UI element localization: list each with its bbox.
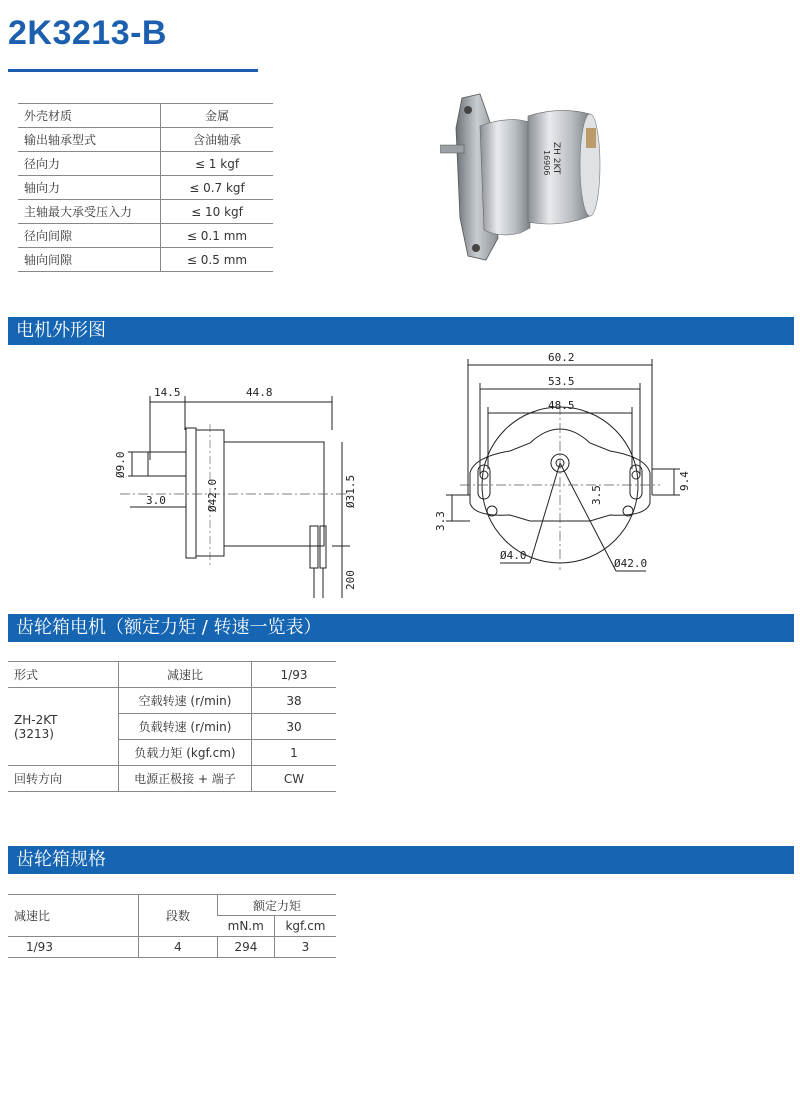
gearbox-table xyxy=(8,894,336,958)
gear-header-torque: 额定力矩 xyxy=(218,895,337,916)
photo-label-line2: 16906 xyxy=(542,150,551,176)
photo-label-line1: ZH 2KT xyxy=(551,142,561,175)
gear-row-ratio: 1/93 xyxy=(8,937,139,958)
spec-value: 金属 xyxy=(161,104,274,128)
perf-row-value: 38 xyxy=(252,688,337,714)
spec-table xyxy=(18,103,273,272)
gear-header-kgf: kgf.cm xyxy=(274,916,336,937)
side-dim-dia-31-5: Ø31.5 xyxy=(344,474,357,508)
spec-row xyxy=(18,152,273,176)
spec-row xyxy=(18,224,273,248)
spec-label: 轴向间隙 xyxy=(18,248,161,272)
perf-rotation-condition: 电源正极接 + 端子 xyxy=(119,766,252,792)
perf-model-name: ZH-2KT xyxy=(14,712,58,727)
spec-value: ≤ 0.7 kgf xyxy=(161,176,274,200)
front-dim-dia-42: Ø42.0 xyxy=(614,557,648,570)
section-outline-header: 电机外形图 xyxy=(8,317,794,345)
spec-value: ≤ 0.5 mm xyxy=(161,248,274,272)
spec-row xyxy=(18,128,273,152)
perf-rotation-label: 回转方向 xyxy=(8,766,119,792)
side-dim-shaft-dia: Ø9.0 xyxy=(114,451,127,478)
front-view-drawing xyxy=(430,345,700,585)
side-dim-dia-42: Ø42.0 xyxy=(206,478,219,512)
spec-value: ≤ 1 kgf xyxy=(161,152,274,176)
side-dim-14-5: 14.5 xyxy=(154,386,181,399)
gear-header-stages: 段数 xyxy=(139,895,218,937)
title-underline xyxy=(8,69,258,72)
front-dim-9-4: 9.4 xyxy=(678,471,691,491)
spec-label: 径向力 xyxy=(18,152,161,176)
perf-header-type: 形式 xyxy=(8,662,119,688)
perf-ratio-value: 1/93 xyxy=(252,662,337,688)
section-performance-header: 齿轮箱电机（额定力矩 / 转速一览表） xyxy=(8,614,794,642)
perf-row-label: 空载转速 (r/min) xyxy=(119,688,252,714)
front-dim-3-5: 3.5 xyxy=(590,485,603,505)
gear-header-mnm: mN.m xyxy=(218,916,275,937)
gear-row-mnm: 294 xyxy=(218,937,275,958)
spec-label: 轴向力 xyxy=(18,176,161,200)
perf-row-label: 负载转速 (r/min) xyxy=(119,714,252,740)
front-dim-53-5: 53.5 xyxy=(548,375,575,388)
spec-row xyxy=(18,176,273,200)
spec-value: ≤ 10 kgf xyxy=(161,200,274,224)
perf-header-ratio: 减速比 xyxy=(119,662,252,688)
perf-model-sub: (3213) xyxy=(14,726,54,741)
perf-model xyxy=(8,688,119,766)
side-dim-44-8: 44.8 xyxy=(246,386,273,399)
gear-row-kgf: 3 xyxy=(274,937,336,958)
spec-label: 输出轴承型式 xyxy=(18,128,161,152)
section-gearbox-header: 齿轮箱规格 xyxy=(8,846,794,874)
performance-table xyxy=(8,661,336,792)
spec-label: 主轴最大承受压入力 xyxy=(18,200,161,224)
spec-value: 含油轴承 xyxy=(161,128,274,152)
side-view-drawing xyxy=(110,370,370,610)
front-dim-3-3: 3.3 xyxy=(434,511,447,531)
perf-row-value: 30 xyxy=(252,714,337,740)
spec-label: 外壳材质 xyxy=(18,104,161,128)
front-dim-dia-4: Ø4.0 xyxy=(500,549,527,562)
gear-header-ratio: 减速比 xyxy=(8,895,139,937)
spec-row xyxy=(18,200,273,224)
perf-row-value: 1 xyxy=(252,740,337,766)
side-dim-3-0: 3.0 xyxy=(146,494,166,507)
perf-rotation-value: CW xyxy=(252,766,337,792)
gear-row-stages: 4 xyxy=(139,937,218,958)
spec-value: ≤ 0.1 mm xyxy=(161,224,274,248)
front-dim-48-5: 48.5 xyxy=(548,399,575,412)
spec-label: 径向间隙 xyxy=(18,224,161,248)
perf-row-label: 负载力矩 (kgf.cm) xyxy=(119,740,252,766)
side-dim-200: 200 xyxy=(344,570,357,590)
spec-row xyxy=(18,248,273,272)
motor-photo xyxy=(440,88,610,268)
spec-row xyxy=(18,104,273,128)
page-title: 2K3213-B xyxy=(8,14,167,52)
front-dim-60-2: 60.2 xyxy=(548,351,575,364)
